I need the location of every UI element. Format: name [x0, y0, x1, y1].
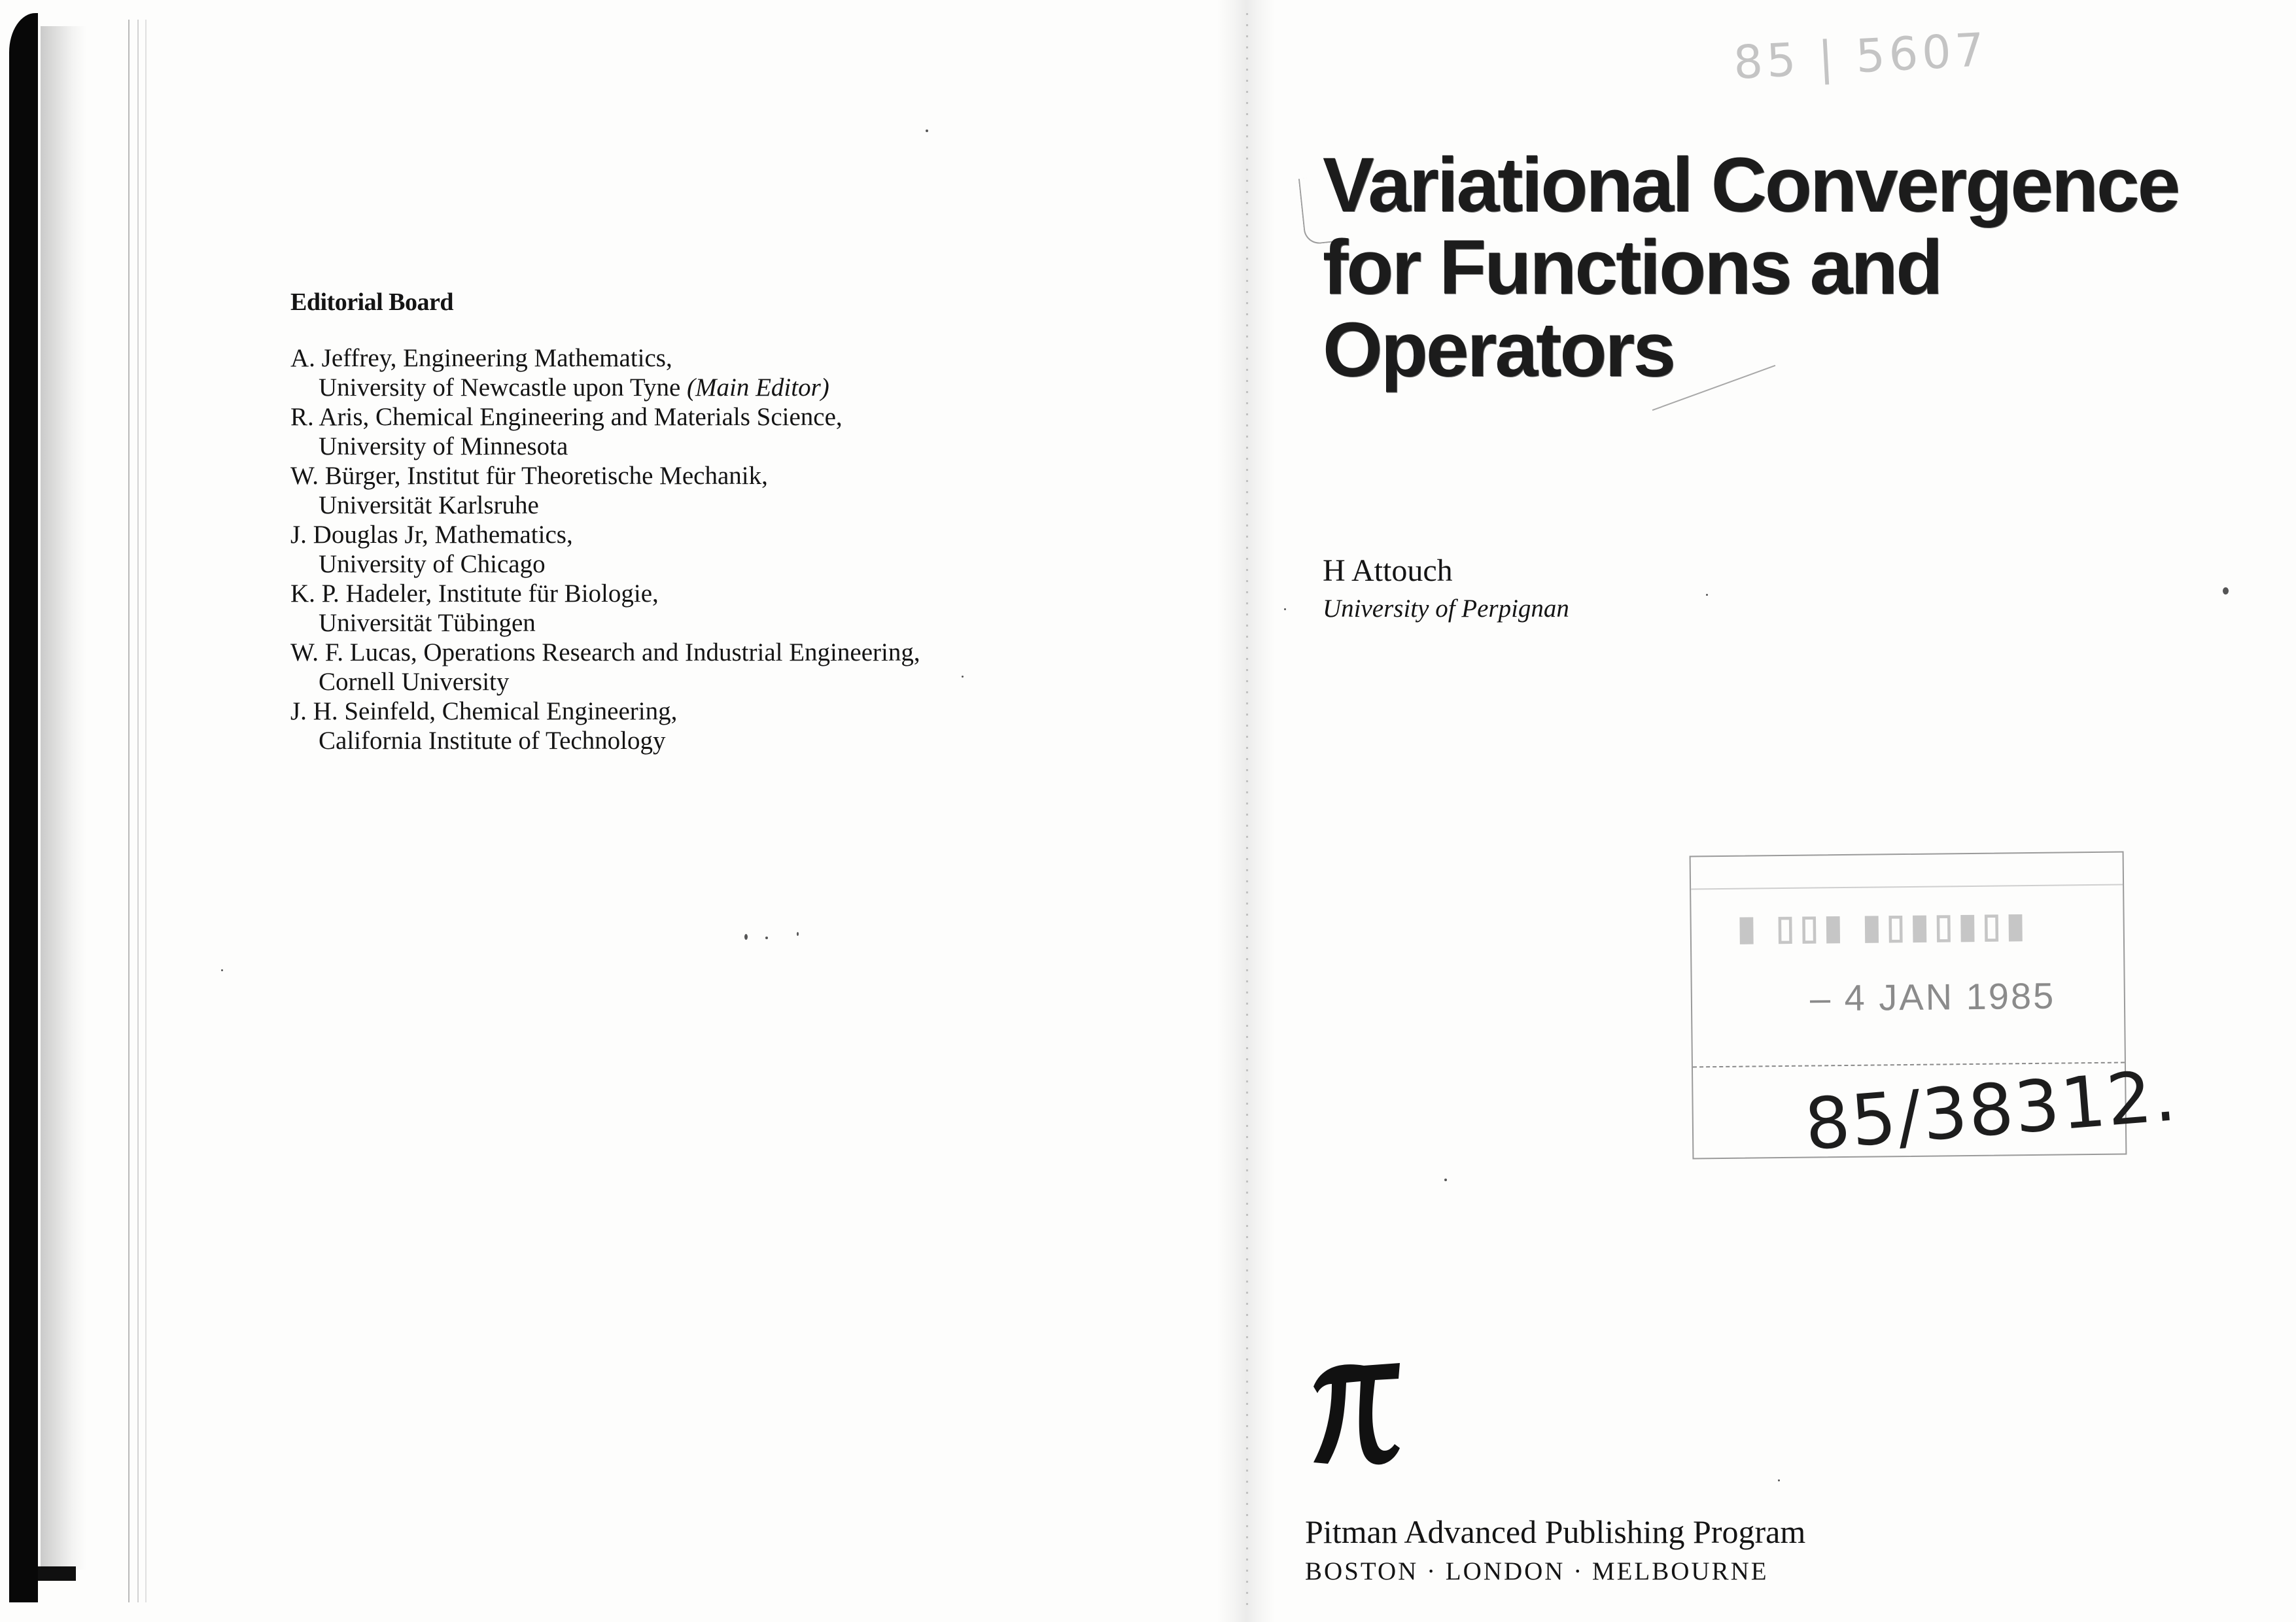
- scan-binding-edge: [9, 13, 38, 1602]
- title-line: for Functions and: [1323, 224, 1941, 311]
- title-line: Operators: [1323, 307, 1674, 393]
- scan-dust: [1706, 594, 1708, 596]
- board-member-institution: California Institute of Technology: [319, 727, 666, 755]
- scan-binding-shadow: [41, 26, 86, 1570]
- board-member-institution: Cornell University: [319, 668, 510, 696]
- board-member-name-dept: W. F. Lucas, Operations Research and Industrial Engineering,: [290, 638, 920, 666]
- board-member-entry: [290, 461, 920, 520]
- board-member-name-dept: A. Jeffrey, Engineering Mathematics,: [290, 344, 672, 372]
- page-edge-line: [145, 20, 147, 1602]
- board-member-entry: [290, 697, 920, 755]
- board-member-entry: [290, 343, 920, 402]
- scan-dust: [2223, 587, 2229, 595]
- scan-dust: [744, 934, 748, 940]
- scan-dust: [797, 932, 799, 936]
- scan-dust: [1444, 1179, 1447, 1181]
- board-member-institution: University of Minnesota: [319, 432, 568, 460]
- board-member-name-dept: W. Bürger, Institut für Theoretische Mechanik,: [290, 462, 768, 490]
- publisher-cities: BOSTON · LONDON · MELBOURNE: [1305, 1557, 1769, 1585]
- scan-dust: [221, 969, 223, 971]
- editorial-board-list: [290, 343, 920, 755]
- board-member-entry: [290, 579, 920, 638]
- publisher-name: Pitman Advanced Publishing Program: [1305, 1513, 1806, 1550]
- author-name: H Attouch: [1323, 553, 1453, 588]
- library-accession-stamp: [1690, 852, 2180, 1167]
- board-member-institution-line: [290, 373, 920, 402]
- page-edge-line: [128, 20, 130, 1602]
- stamp-accession-number: 85/38312.: [1801, 1055, 2180, 1167]
- board-member-entry: [290, 638, 920, 697]
- board-member-institution: Universität Karlsruhe: [319, 491, 539, 519]
- scan-dust: [765, 937, 768, 939]
- pi-symbol-icon: [1302, 1341, 1406, 1472]
- editorial-board-heading: Editorial Board: [290, 288, 454, 316]
- stamp-date: – 4 JAN 1985: [1809, 975, 2056, 1019]
- stamp-faded-library-name: ▮ ▯▯▮ ▮▯▮▯▮▯▮: [1737, 906, 2030, 948]
- author-affiliation: University of Perpignan: [1323, 595, 1569, 623]
- board-member-name-dept: R. Aris, Chemical Engineering and Materials Science,: [290, 403, 843, 431]
- board-member-name-dept: J. Douglas Jr, Mathematics,: [290, 521, 573, 549]
- board-member-name-dept: J. H. Seinfeld, Chemical Engineering,: [290, 697, 678, 725]
- title-line: Variational Convergence: [1323, 142, 2179, 228]
- board-member-institution: University of Chicago: [319, 550, 546, 578]
- scan-dust: [926, 129, 928, 132]
- handwritten-reference: 85 | 5607: [1732, 22, 1990, 90]
- board-member-entry: [290, 402, 920, 461]
- scan-dust: [1284, 608, 1286, 610]
- board-member-institution: Universität Tübingen: [319, 609, 536, 637]
- page-edge-line: [137, 20, 139, 1602]
- gutter-speckle: [1246, 13, 1248, 1609]
- scan-dust: [962, 676, 964, 678]
- scan-dust: [1778, 1479, 1780, 1481]
- board-member-institution: University of Newcastle upon Tyne: [319, 373, 681, 402]
- stamp-top-rule: [1691, 884, 2123, 890]
- book-title: [1323, 144, 2178, 391]
- board-member-name-dept: K. P. Hadeler, Institute für Biologie,: [290, 579, 659, 608]
- board-member-entry: [290, 520, 920, 579]
- main-editor-note: (Main Editor): [687, 373, 829, 402]
